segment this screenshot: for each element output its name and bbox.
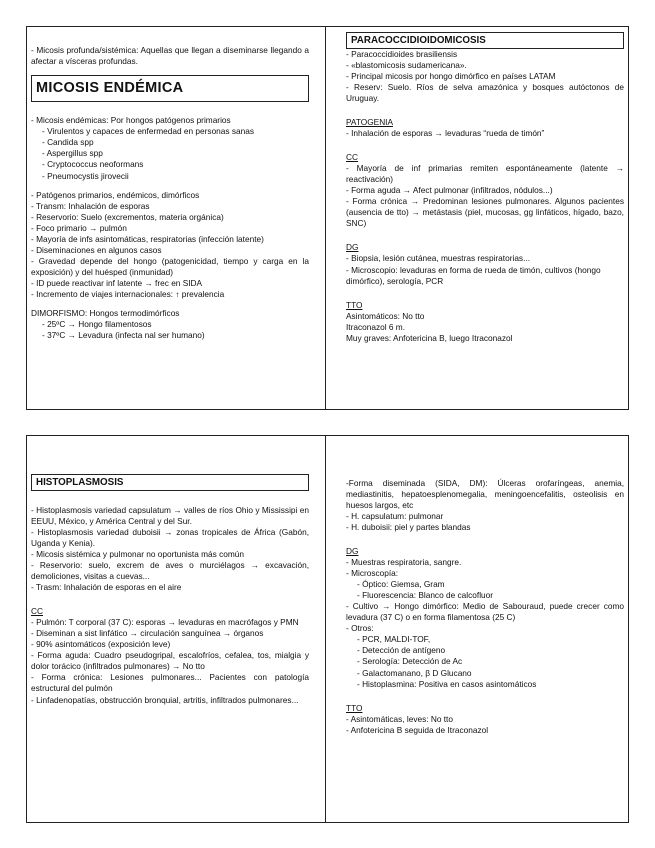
text-line: Muy graves: Anfotericina B, luego Itraconazol xyxy=(346,332,513,343)
text-line: - Reserv: Suelo. Ríos de selva amazónica y bosques autóctonos de Uruguay. xyxy=(346,82,624,104)
text-line: - 37ºC → Levadura (infecta nal ser humano) xyxy=(42,329,205,340)
text-line: - Histoplasmina: Positiva en casos asintomáticos xyxy=(357,678,537,689)
text-line: - Otros: xyxy=(346,623,374,634)
text-line: - Cryptococcus neoformans xyxy=(42,159,144,170)
patogenia-heading: PATOGENIA xyxy=(346,117,394,128)
micosis-profunda-intro: - Micosis profunda/sistémica: Aquellas que llegan a diseminarse llegando a afectar a vísceras profundas. xyxy=(31,45,309,67)
text-line: - Micosis endémicas: Por hongos patógenos primarios xyxy=(31,115,231,126)
text-line: - Paracoccidioides brasiliensis xyxy=(346,49,458,60)
text-line: - Incremento de viajes internacionales: ↑ prevalencia xyxy=(31,288,225,299)
text-line: - Foco primario → pulmón xyxy=(31,222,127,233)
text-line: - Microscopía: xyxy=(346,568,399,579)
text-line: - Forma aguda: Cuadro pseudogripal, escalofríos, cefalea, tos, mialgia y dolor torácico (infiltrados pulmonares) → No tto xyxy=(31,650,309,672)
text-line: - Forma aguda → Afect pulmonar (infiltrados, nódulos...) xyxy=(346,185,553,196)
tto-heading: TTO xyxy=(346,702,363,713)
text-line: - Virulentos y capaces de enfermedad en personas sanas xyxy=(42,126,255,137)
text-line: - Muestras respiratoria, sangre. xyxy=(346,557,462,568)
text-line: - Trasm: Inhalación de esporas en el aire xyxy=(31,582,182,593)
micosis-endemica-column xyxy=(31,45,309,341)
text-line: - Aspergillus spp xyxy=(42,148,103,159)
text-line: - Detección de antígeno xyxy=(357,645,446,656)
text-line: - ID puede reactivar inf latente → frec en SIDA xyxy=(31,277,203,288)
text-line: - Cultivo → Hongo dimórfico: Medio de Sabouraud, puede crecer como levadura (37 C) o en forma filamentosa (25 C) xyxy=(346,601,624,623)
text-line: - Galactomanano, β D Glucano xyxy=(357,667,472,678)
text-line: - Forma crónica: Lesiones pulmonares... Pacientes con patología estructural del pulmón xyxy=(31,672,309,694)
text-line: - Óptico: Giemsa, Gram xyxy=(357,579,445,590)
text-line: - «blastomicosis sudamericana». xyxy=(346,60,467,71)
text-line: - Mayoría de infs asintomáticas, respiratorias (infección latente) xyxy=(31,233,264,244)
micosis-endemica-title: MICOSIS ENDÉMICA xyxy=(31,75,309,102)
text-line: - Serología: Detección de Ac xyxy=(357,656,463,667)
text-line: - Linfadenopatías, obstrucción bronquial, artritis, infiltrados pulmonares... xyxy=(31,694,299,705)
dg-heading: DG xyxy=(346,242,359,253)
text-line: - Candida spp xyxy=(42,137,94,148)
text-line: - Transm: Inhalación de esporas xyxy=(31,200,150,211)
text-line: - PCR, MALDI-TOF, xyxy=(357,634,431,645)
text-line: - Gravedad depende del hongo (patogenicidad, tiempo y carga en la exposición) y del huésped (inmunidad) xyxy=(31,255,309,277)
tto-heading: TTO xyxy=(346,299,363,310)
text-line: - Micosis sistémica y pulmonar no oportunista más común xyxy=(31,549,245,560)
text-line: - Mayoría de inf primarias remiten espontáneamente (latente → reactivación) xyxy=(346,163,624,185)
text-line: - Microscopio: levaduras en forma de rueda de timón, cultivos (hongo dimórfico), serología, PCR xyxy=(346,264,601,286)
top-column-divider xyxy=(325,26,326,409)
text-line: - Pneumocystis jirovecii xyxy=(42,170,129,181)
dg-heading: DG xyxy=(346,546,359,557)
dimorfismo-heading: DIMORFISMO: Hongos termodimórficos xyxy=(31,307,180,318)
text-line: - H. duboisii: piel y partes blandas xyxy=(346,522,471,533)
text-line: - Pulmón: T corporal (37 C): esporas → levaduras en macrófagos y PMN xyxy=(31,617,299,628)
text-line: Asintomáticos: No tto xyxy=(346,310,425,321)
text-line: - H. capsulatum: pulmonar xyxy=(346,511,444,522)
histoplasmosis-continued-column xyxy=(346,478,624,736)
text-line: -Forma diseminada (SIDA, DM): Úlceras orofaríngeas, anemia, mediastinitis, hepatoesplenomegalia, meningoencefalitis, osteolisis en huesos largos, etc xyxy=(346,478,624,511)
text-line: - Principal micosis por hongo dimórfico en países LATAM xyxy=(346,71,556,82)
text-line: - Reservorio: suelo, excrem de aves o murciélagos → excavación, demoliciones, visitas a cuevas... xyxy=(31,560,309,582)
text-line: Itraconazol 6 m. xyxy=(346,321,406,332)
paracoccidioidomicosis-column xyxy=(346,32,624,344)
text-line: - Reservorio: Suelo (excrementos, materia orgánica) xyxy=(31,211,224,222)
cc-heading: CC xyxy=(346,152,358,163)
cc-heading: CC xyxy=(31,606,43,617)
text-line: - 25ºC → Hongo filamentosos xyxy=(42,318,152,329)
text-line: - Anfotericina B seguida de Itraconazol xyxy=(346,724,489,735)
text-line: - Diseminan a sist linfático → circulación sanguínea → órganos xyxy=(31,628,264,639)
paracoccidioidomicosis-title: PARACOCCIDIOIDOMICOSIS xyxy=(346,32,624,49)
text-line: - Fluorescencia: Blanco de calcofluor xyxy=(357,590,494,601)
text-line: - Patógenos primarios, endémicos, dimórficos xyxy=(31,189,200,200)
text-line: - Histoplasmosis variedad duboisii → zonas tropicales de África (Gabón, Uganda y Kenia). xyxy=(31,527,309,549)
text-line: - Inhalación de esporas → levaduras “rueda de timón” xyxy=(346,128,545,139)
histoplasmosis-title: HISTOPLASMOSIS xyxy=(31,474,309,491)
text-line: - 90% asintomáticos (exposición leve) xyxy=(31,639,171,650)
text-line: - Diseminaciones en algunos casos xyxy=(31,244,162,255)
bottom-column-divider xyxy=(325,435,326,822)
text-line: - Biopsia, lesión cutánea, muestras respiratorias... xyxy=(346,253,530,264)
text-line: - Histoplasmosis variedad capsulatum → valles de ríos Ohio y Mississipi en EEUU, México, y América Central y del Sur. xyxy=(31,505,309,527)
text-line: - Asintomáticas, leves: No tto xyxy=(346,713,453,724)
text-line: - Forma crónica → Predominan lesiones pulmonares. Algunos pacientes (ausencia de tto) → metástasis (piel, mucosas, gg linfáticos, hígado, bazo, SNC) xyxy=(346,196,624,229)
histoplasmosis-column xyxy=(31,474,309,706)
